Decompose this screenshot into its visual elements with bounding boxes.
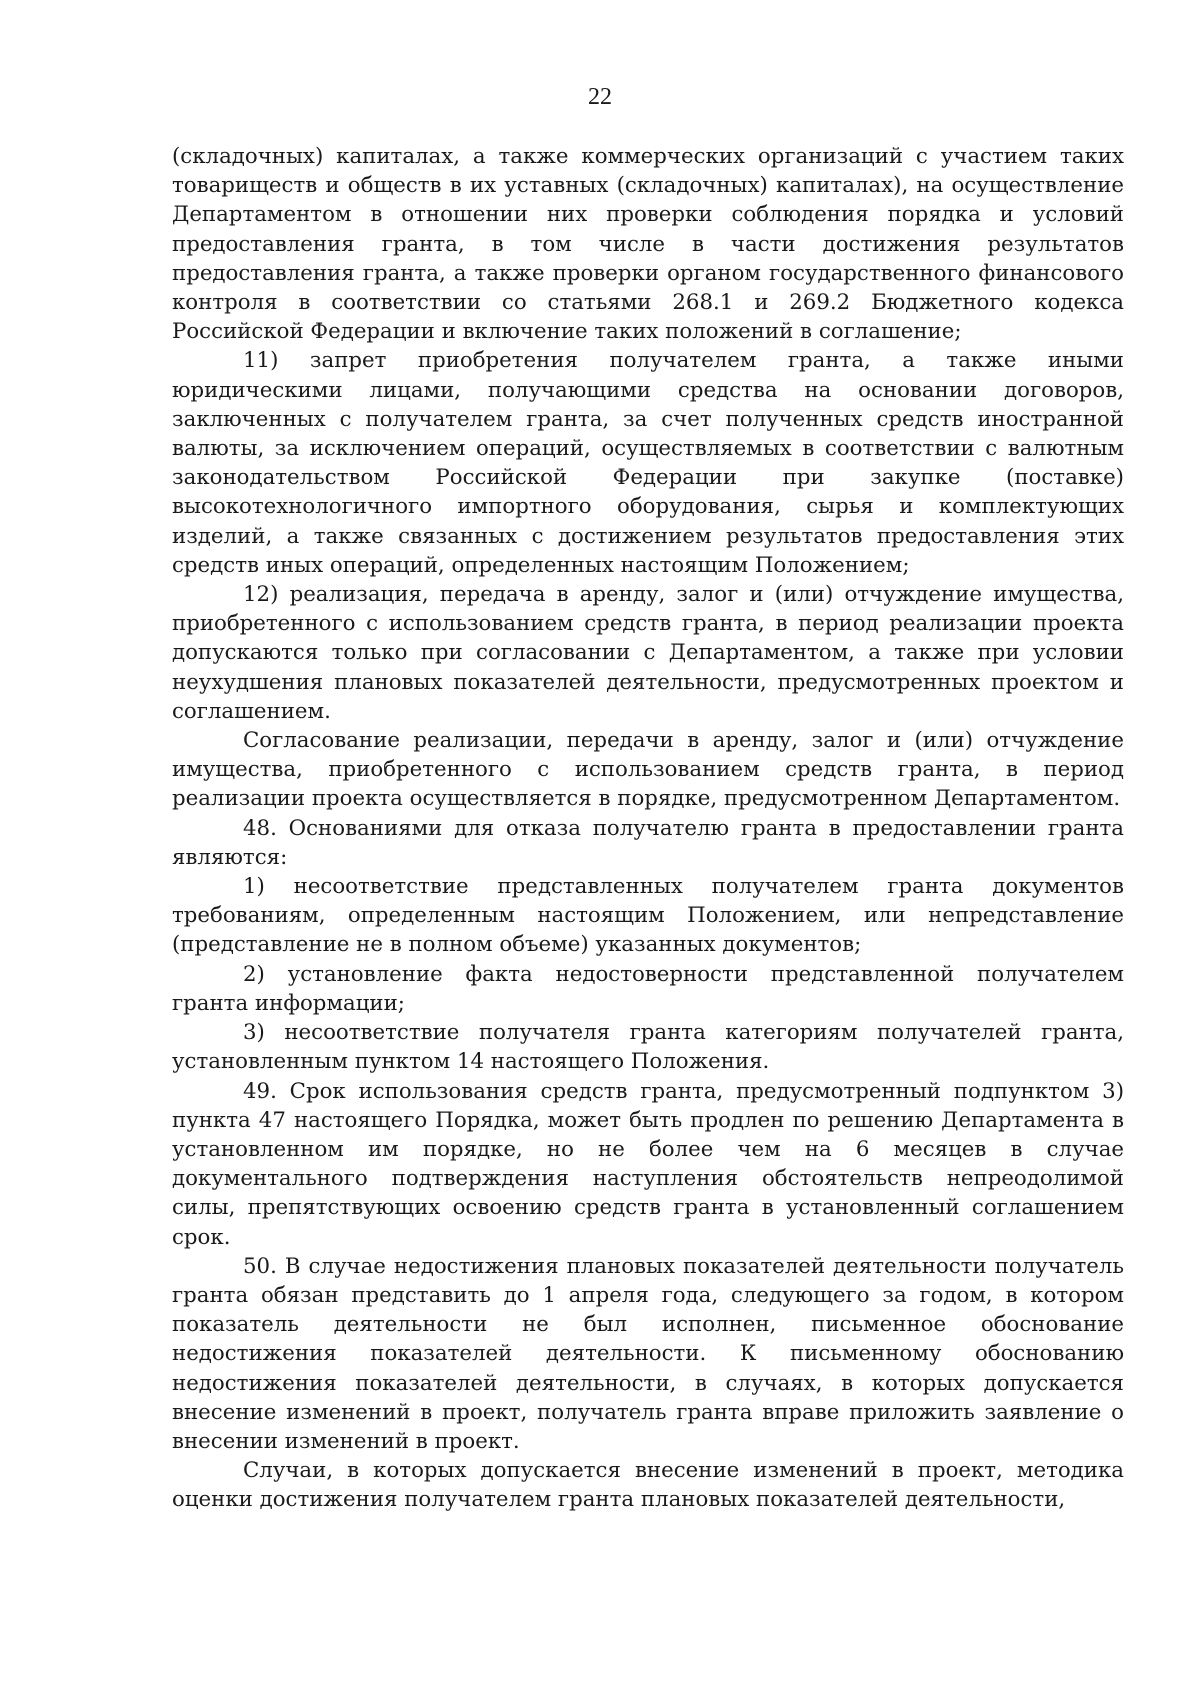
- paragraph-48-item-3: 3) несоответствие получателя гранта категориям получателей гранта, установленным пунктом 14 настоящего Положения.: [172, 1020, 1124, 1075]
- paragraph-clause-49: 49. Срок использования средств гранта, предусмотренный подпунктом 3) пункта 47 настоящего Порядка, может быть продлен по решению Департамента в установленном им порядке, но не более чем на 6 месяцев в случае документального подтверждения наступления обстоятельств непреодолимой силы, препятствующих освоению средств гранта в установленный соглашением срок.: [172, 1078, 1124, 1250]
- paragraph-continuation: (складочных) капиталах, а также коммерческих организаций с участием таких товариществ и обществ в их уставных (складочных) капиталах), на осуществление Департаментом в отношении них проверки соблюдения порядка и условий предоставления гранта, в том числе в части достижения результатов предоставления гранта, а также проверки органом государственного финансового контроля в соответствии со статьями 268.1 и 269.2 Бюджетного кодекса Российской Федерации и включение таких положений в соглашение;: [172, 144, 1124, 345]
- document-body: [172, 142, 1124, 1515]
- paragraph-48-item-2: 2) установление факта недостоверности представленной получателем гранта информации;: [172, 961, 1124, 1016]
- paragraph-48-item-1: 1) несоответствие представленных получателем гранта документов требованиям, определенным настоящим Положением, или непредставление (представление не в полном объеме) указанных документов;: [172, 874, 1124, 958]
- paragraph-cases: Случаи, в которых допускается внесение изменений в проект, методика оценки достижения получателем гранта плановых показателей деятельности,: [172, 1458, 1124, 1513]
- paragraph-clause-48: 48. Основаниями для отказа получателю гранта в предоставлении гранта являются:: [172, 815, 1124, 870]
- paragraph-agreement: Согласование реализации, передачи в аренду, залог и (или) отчуждение имущества, приобретенного с использованием средств гранта, в период реализации проекта осуществляется в порядке, предусмотренном Департаментом.: [172, 728, 1124, 812]
- paragraph-clause-50: 50. В случае недостижения плановых показателей деятельности получатель гранта обязан представить до 1 апреля года, следующего за годом, в котором показатель деятельности не был исполнен, письменное обоснование недостижения показателей деятельности. К письменному обоснованию недостижения показателей деятельности, в случаях, в которых допускается внесение изменений в проект, получатель гранта вправе приложить заявление о внесении изменений в проект.: [172, 1253, 1124, 1454]
- paragraph-item-11: 11) запрет приобретения получателем гранта, а также иными юридическими лицами, получающими средства на основании договоров, заключенных с получателем гранта, за счет полученных средств иностранной валюты, за исключением операций, осуществляемых в соответствии с валютным законодательством Российской Федерации при закупке (поставке) высокотехнологичного импортного оборудования, сырья и комплектующих изделий, а также связанных с достижением результатов предоставления этих средств иных операций, определенных настоящим Положением;: [172, 348, 1124, 578]
- paragraph-item-12: 12) реализация, передача в аренду, залог и (или) отчуждение имущества, приобретенного с использованием средств гранта, в период реализации проекта допускаются только при согласовании с Департаментом, а также при условии неухудшения плановых показателей деятельности, предусмотренных проектом и соглашением.: [172, 582, 1124, 724]
- page-number: 22: [588, 84, 612, 110]
